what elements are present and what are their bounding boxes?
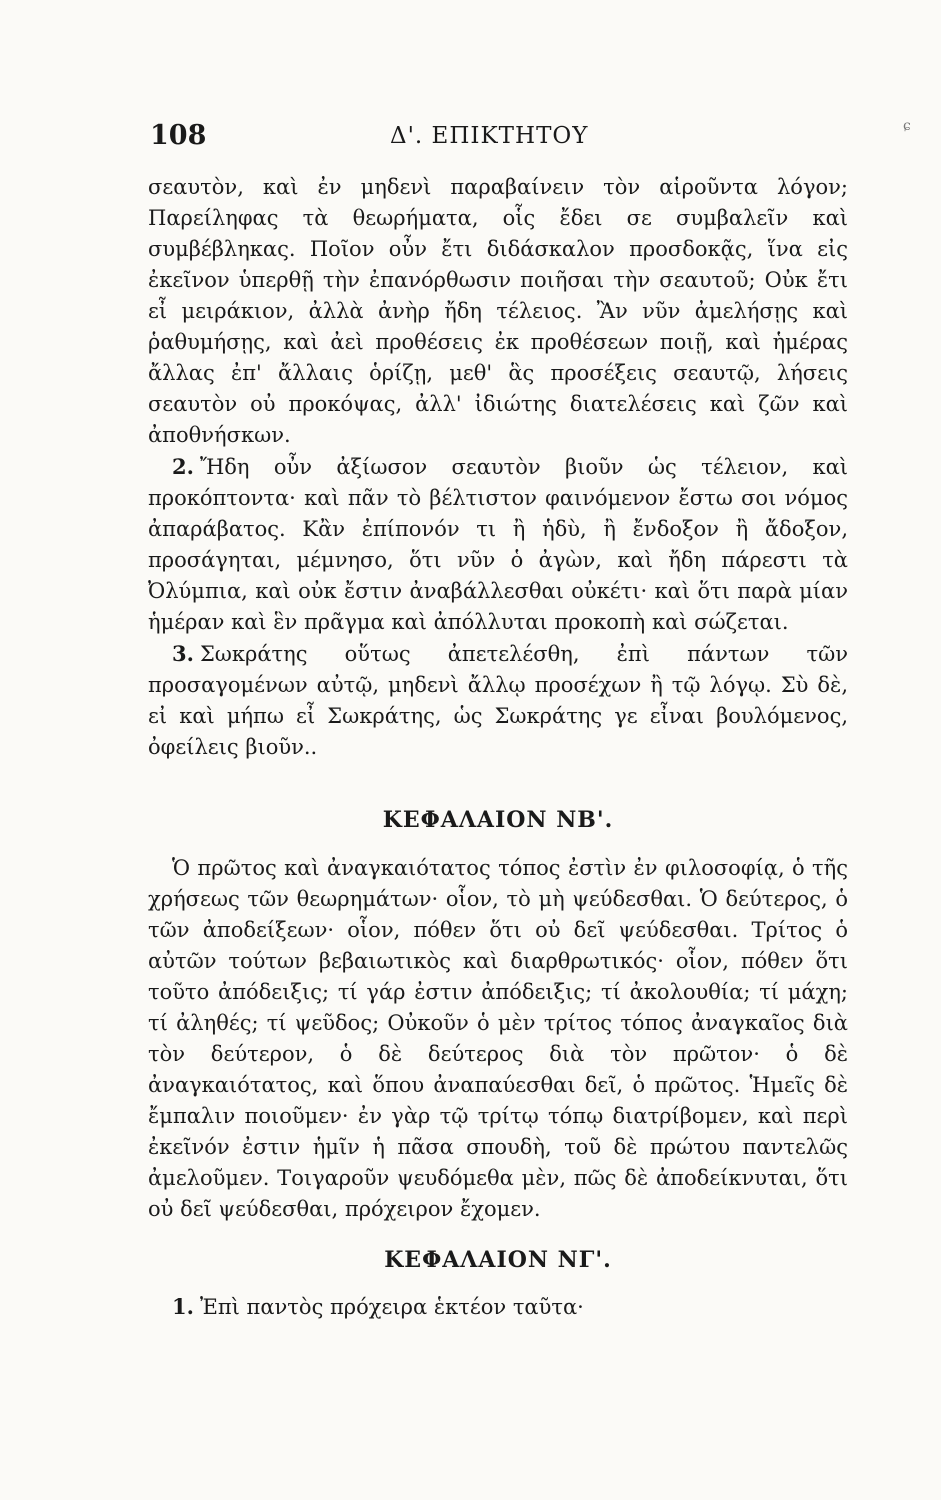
chapter-nb-paragraph [148,853,848,1225]
section-3-text: Σωκράτης οὕτως ἀπετελέσθη, ἐπὶ πάντων τῶν προσαγομένων αὐτῷ, μηδενὶ ἄλλῳ προσέχων ἢ τῷ λόγῳ. Σὺ δὲ, εἰ καὶ μήπω εἶ Σωκράτης, ὡς Σωκράτης γε εἶναι βουλόμενος, ὀφείλεις βιοῦν.. [148,642,848,759]
chapter-ng-text: Ἐπὶ παντὸς πρόχειρα ἑκτέον ταῦτα· [199,1295,584,1319]
continuation-paragraph [148,172,848,451]
chapter-ng-heading: ΚΕΦΑΛΑΙΟΝ ΝΓ'. [384,1247,612,1273]
chapter-ng-number: 1. [172,1294,194,1319]
chapter-nb-text: Ὁ πρῶτος καὶ ἀναγκαιότατος τόπος ἐστὶν ἐν φιλοσοφίᾳ, ὁ τῆς χρήσεως τῶν θεωρημάτων· οἷον, τὸ μὴ ψεύδεσθαι. Ὁ δεύτερος, ὁ τῶν ἀποδείξεων· οἷον, πόθεν ὅτι οὐ δεῖ ψεύδεσθαι. Τρίτος ὁ αὐτῶν τούτων βεβαιωτικὸς καὶ διαρθρωτικός· οἷον, πόθεν ὅτι τοῦτο ἀπόδειξις; τί γάρ ἐστιν ἀπόδειξις; τί ἀκολουθία; τί μάχη; τί ἀληθές; τί ψεῦδος; Οὐκοῦν ὁ μὲν τρίτος τόπος ἀναγκαῖος διὰ τὸν δεύτερον, ὁ δὲ δεύτερος διὰ τὸν πρῶτον· ὁ δὲ ἀναγκαιότατος, καὶ ὅπου ἀναπαύεσθαι δεῖ, ὁ πρῶτος. Ἡμεῖς δὲ ἔμπαλιν ποιοῦμεν· ἐν γὰρ τῷ τρίτῳ τόπῳ διατρίβομεν, καὶ περὶ ἐκεῖνόν ἐστιν ἡμῖν ἡ πᾶσα σπουδὴ, τοῦ δὲ πρώτου παντελῶς ἀμελοῦμεν. Τοιγαροῦν ψευδόμεθα μὲν, πῶς δὲ ἀποδείκνυται, ὅτι οὐ δεῖ ψεύδεσθαι, πρόχειρον ἔχομεν. [148,856,848,1221]
page-number: 108 [150,120,207,151]
continuation-text: σεαυτὸν, καὶ ἐν μηδενὶ παραβαίνειν τὸν αἱροῦντα λόγον; Παρείληφας τὰ θεωρήματα, οἷς ἔδει σε συμβαλεῖν καὶ συμβέβληκας. Ποῖον οὖν ἔτι διδάσκαλον προσδοκᾷς, ἵνα εἰς ἐκεῖνον ὑπερθῇ τὴν ἐπανόρθωσιν ποιῆσαι τὴν σεαυτοῦ; Οὐκ ἔτι εἶ μειράκιον, ἀλλὰ ἀνὴρ ἤδη τέλειος. Ἂν νῦν ἀμελήσῃς καὶ ῥαθυμήσῃς, καὶ ἀεὶ προθέσεις ἐκ προθέσεων ποιῇ, καὶ ἡμέρας ἄλλας ἐπ' ἄλλαις ὁρίζῃ, μεθ' ἃς προσέξεις σεαυτῷ, λήσεις σεαυτὸν οὐ προκόψας, ἀλλ' ἰδιώτης διατελέσεις καὶ ζῶν καὶ ἀποθνήσκων. [148,175,848,447]
chapter-ng-paragraph [148,1291,848,1323]
margin-mark: ɕ [903,118,911,134]
section-2-paragraph [148,451,848,638]
section-2-text: Ἤδη οὖν ἀξίωσον σεαυτὸν βιοῦν ὡς τέλειον, καὶ προκόπτοντα· καὶ πᾶν τὸ βέλτιστον φαινόμενον ἔστω σοι νόμος ἀπαράβατος. Κἂν ἐπίπονόν τι ἢ ἡδὺ, ἢ ἔνδοξον ἢ ἄδοξον, προσάγηται, μέμνησο, ὅτι νῦν ὁ ἀγὼν, καὶ ἤδη πάρεστι τὰ Ὀλύμπια, καὶ οὐκ ἔστιν ἀναβάλλεσθαι οὐκέτι· καὶ ὅτι παρὰ μίαν ἡμέραν καὶ ἓν πρᾶγμα καὶ ἀπόλλυται προκοπὴ καὶ σώζεται. [148,455,848,634]
chapter-nb-heading: ΚΕΦΑΛΑΙΟΝ ΝΒ'. [382,807,614,833]
section-2-number: 2. [172,454,194,479]
running-title: Δ'. ΕΠΙΚΤΗΤΟΥ [390,123,589,149]
body-text [148,172,848,1323]
section-3-paragraph [148,638,848,763]
page-header [150,120,850,160]
section-3-number: 3. [172,641,194,666]
